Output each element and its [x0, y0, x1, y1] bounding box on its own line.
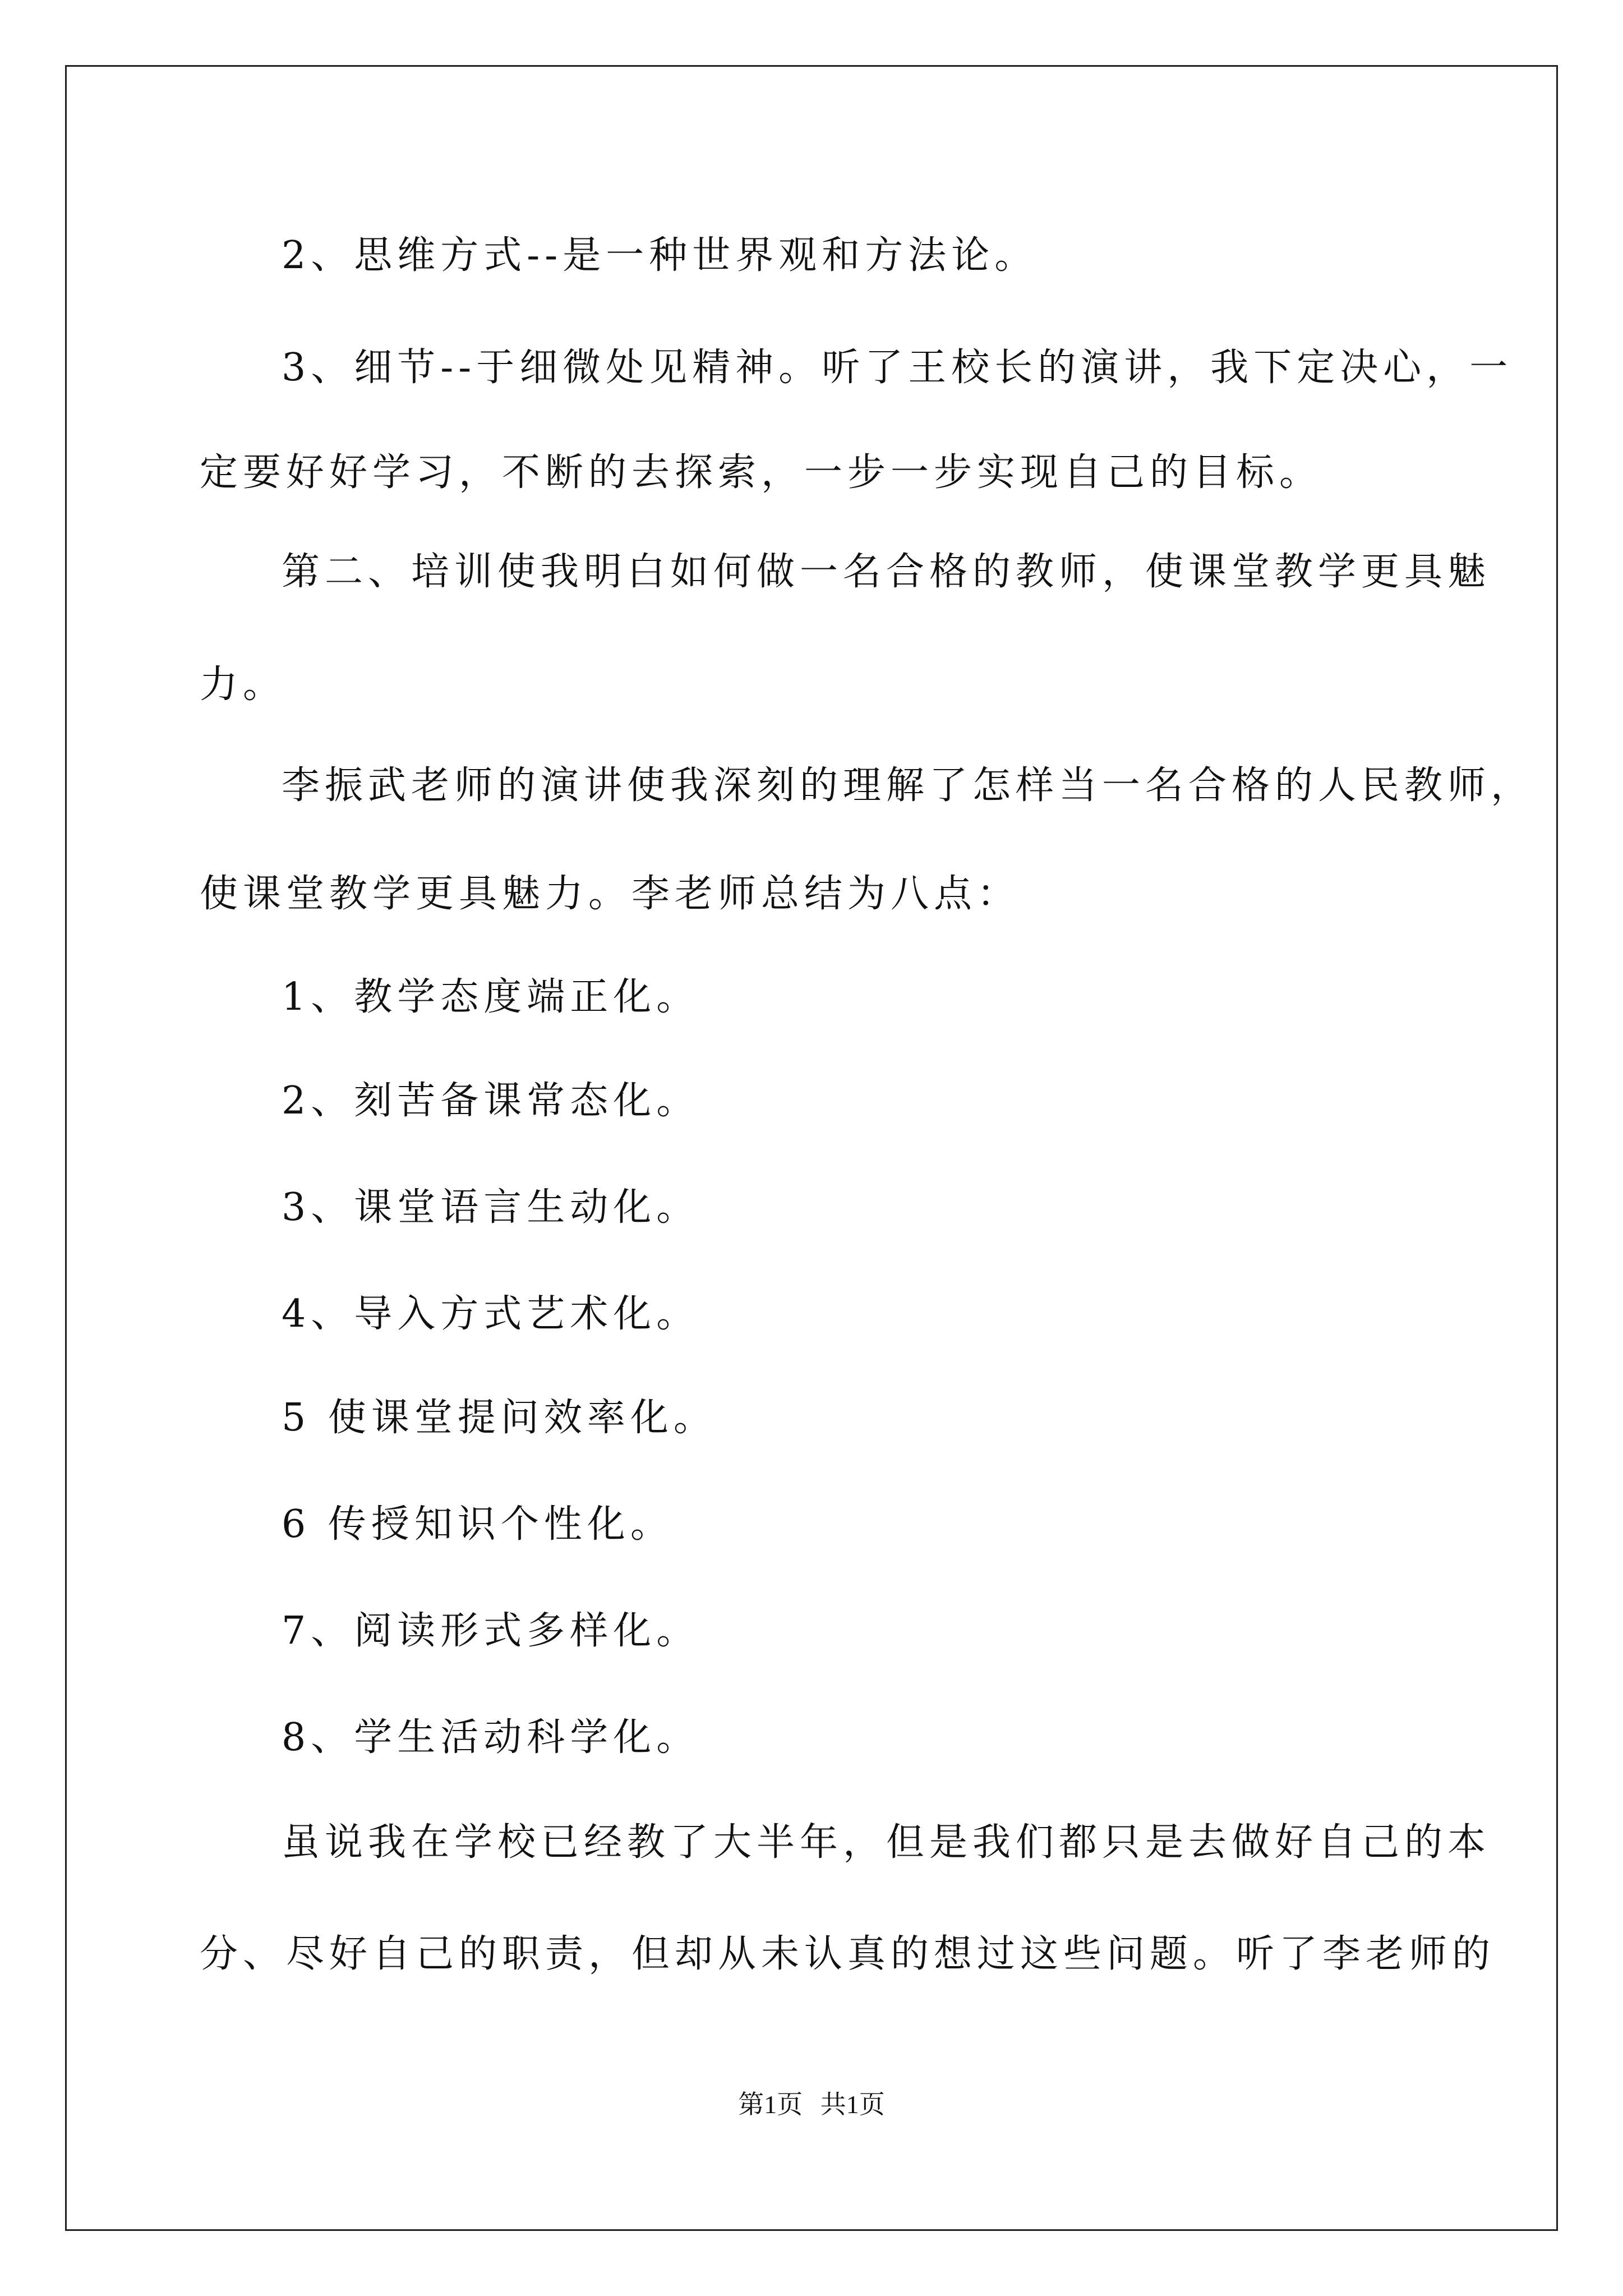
list-item: 7、阅读形式多样化。: [282, 1609, 700, 1653]
paragraph-line: 力。: [200, 662, 287, 707]
list-item: 8、学生活动科学化。: [282, 1715, 700, 1760]
list-item: 1、教学态度端正化。: [282, 975, 700, 1019]
paragraph-line: 使课堂教学更具魅力。李老师总结为八点：: [200, 872, 1021, 916]
page-footer: [0, 2088, 1623, 2122]
paragraph-line: 3、细节--于细微处见精神。听了王校长的演讲，我下定决心，一: [282, 346, 1513, 390]
page-number: 第1页: [738, 2090, 803, 2119]
paragraph-line: 定要好好学习，不断的去探索，一步一步实现自己的目标。: [200, 450, 1323, 495]
paragraph-line: 第二、培训使我明白如何做一名合格的教师，使课堂教学更具魅: [282, 550, 1491, 594]
list-item: 2、刻苦备课常态化。: [282, 1079, 700, 1123]
list-item: 5 使课堂提问效率化。: [282, 1396, 717, 1440]
paragraph-line: 虽说我在学校已经教了大半年，但是我们都只是去做好自己的本: [282, 1820, 1491, 1865]
paragraph-line: 分、尽好自己的职责，但却从未认真的想过这些问题。听了李老师的: [200, 1932, 1496, 1976]
page-total: 共1页: [820, 2090, 885, 2119]
list-item: 3、课堂语言生动化。: [282, 1185, 700, 1230]
list-item: 6 传授知识个性化。: [282, 1502, 674, 1547]
list-item: 4、导入方式艺术化。: [282, 1292, 700, 1336]
paragraph-line: 李振武老师的演讲使我深刻的理解了怎样当一名合格的人民教师，: [282, 763, 1534, 808]
paragraph-line: 2、思维方式--是一种世界观和方法论。: [282, 233, 1038, 278]
